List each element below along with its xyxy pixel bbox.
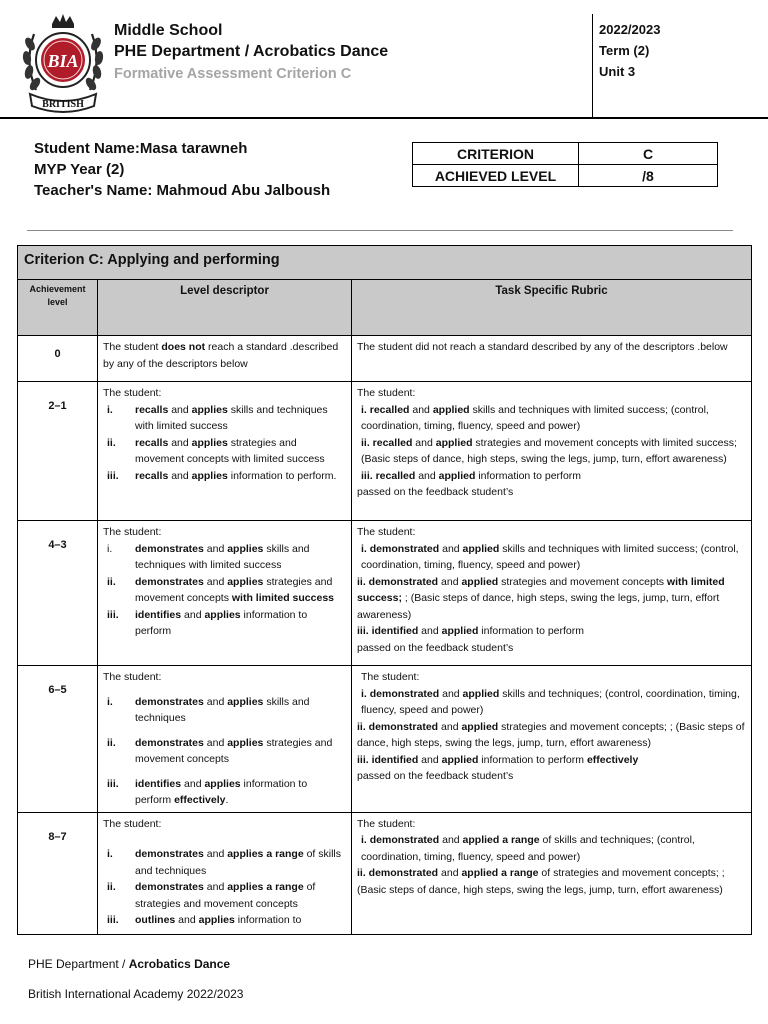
teacher-name: Teacher's Name: Mahmoud Abu Jalboush (34, 182, 331, 199)
term: Term (2) (599, 43, 650, 58)
table-row (18, 336, 752, 382)
achievement-level: 0 (18, 336, 98, 382)
achievement-level: 6–5 (18, 666, 98, 813)
assessment-subtitle: Formative Assessment Criterion C (114, 66, 352, 82)
achieved-level-value: /8 (579, 165, 718, 187)
table-row (18, 666, 752, 813)
achievement-level: 2–1 (18, 382, 98, 521)
student-info (34, 138, 330, 201)
task-rubric: The student: i. demonstrated and applied skills and techniques with limited success; (control, coordination, timing, fluency, speed and power) ii. demonstrated and applied strategies and movement concepts with limited success; ; (Basic steps of dance, high steps, swing the legs, jump, turn, effort awareness) iii. identified and applied information to perform passed on the feedback student’s (352, 521, 752, 666)
achievement-level: 8–7 (18, 812, 98, 934)
rubric-table (17, 245, 752, 935)
criterion-label: CRITERION (413, 143, 579, 165)
school-name: Middle School (114, 22, 223, 39)
col-header-descriptor: Level descriptor (98, 280, 352, 336)
table-row (18, 382, 752, 521)
header-rule (0, 117, 768, 119)
achievement-level: 4–3 (18, 521, 98, 666)
table-row (18, 812, 752, 934)
level-descriptor: The student: i. demonstrates and applies skills and techniques ii. demonstrates and applies strategies and movement concepts iii. identifies and applies information to perform effectively. (98, 666, 352, 813)
level-descriptor: The student: i. demonstrates and applies skills and techniques with limited success ii. demonstrates and applies strategies and movement concepts with limited success iii. identifies and applies information to perform (98, 521, 352, 666)
unit: Unit 3 (599, 64, 636, 79)
level-descriptor: The student: i. demonstrates and applies a range of skills and techniques ii. demonstrates and applies a range of strategies and movement concepts iii. outlines and applies information to (98, 812, 352, 934)
level-descriptor: The student: i. recalls and applies skills and techniques with limited success ii. recalls and applies strategies and movement concepts with limited success iii. recalls and applies information to perform. (98, 382, 352, 521)
rubric-title: Criterion C: Applying and performing (18, 246, 752, 280)
myp-year: MYP Year (2) (34, 161, 125, 178)
school-logo (20, 14, 106, 114)
section-separator (27, 230, 733, 231)
achieved-level-label: ACHIEVED LEVEL (413, 165, 579, 187)
footer-academy: British International Academy 2022/2023 (28, 987, 244, 1001)
term-info (599, 19, 660, 82)
academic-year: 2022/2023 (599, 22, 661, 37)
rubric-header-row (18, 280, 752, 336)
footer-department: PHE Department / Acrobatics Dance (28, 957, 231, 971)
task-rubric: The student: i. recalled and applied skills and techniques with limited success; (control, coordination, timing, fluency, speed and power) ii. recalled and applied strategies and movement concepts with limited success; (Basic steps of dance, high steps, swing the legs, jump, turn, effort awareness) iii. recalled and applied information to perform passed on the feedback student’s (352, 382, 752, 521)
task-rubric: The student: i. demonstrated and applied a range of skills and techniques; (control, coordination, timing, fluency, speed and power) ii. demonstrated and applied a range of strategies and movement concepts; ; (Basic steps of dance, high steps, swing the legs, jump, turn, effort awareness) (352, 812, 752, 934)
header-divider (592, 14, 593, 118)
level-descriptor: The student does not reach a standard .described by any of the descriptors below (98, 336, 352, 382)
col-header-achievement: Achievement level (18, 280, 98, 336)
task-rubric: The student: i. demonstrated and applied skills and techniques; (control, coordination, timing, fluency, speed and power) ii. demonstrated and applied strategies and movement concepts; ; (Basic steps of dance, high steps, swing the legs, jump, turn, effort awareness) iii. identified and applied information to perform effectively passed on the feedback student’s (352, 666, 752, 813)
table-row (18, 521, 752, 666)
department-name: PHE Department / Acrobatics Dance (114, 43, 389, 60)
school-heading (114, 20, 388, 86)
task-rubric: The student did not reach a standard described by any of the descriptors .below (352, 336, 752, 382)
logo-monogram: BIA (47, 51, 79, 71)
criterion-summary-table (412, 142, 718, 187)
criterion-value: C (579, 143, 718, 165)
student-name: Student Name:Masa tarawneh (34, 140, 248, 157)
logo-banner-text: BRITISH (42, 99, 84, 110)
col-header-task: Task Specific Rubric (352, 280, 752, 336)
